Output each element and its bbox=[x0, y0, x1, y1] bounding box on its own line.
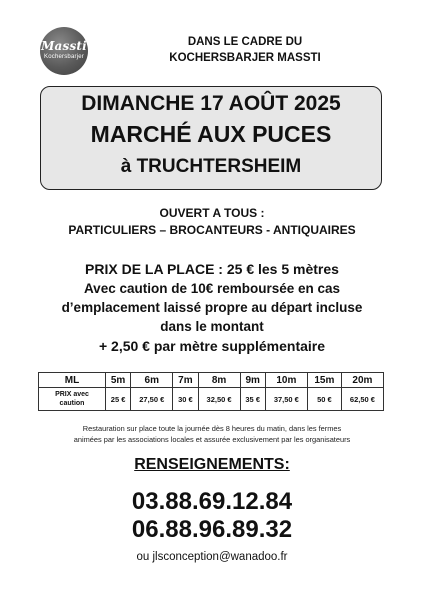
catering-note bbox=[30, 423, 394, 445]
length-cell: 6m bbox=[131, 373, 173, 388]
price-line-3b: dans le montant bbox=[160, 319, 264, 334]
open-to-all bbox=[0, 205, 424, 239]
price-cell: 62,50 € bbox=[341, 388, 383, 411]
price-line-3: d’emplacement laissé propre au départ incluse bbox=[61, 300, 363, 315]
length-cell: 8m bbox=[198, 373, 240, 388]
price-cell: 35 € bbox=[240, 388, 265, 411]
length-cell: 9m bbox=[240, 373, 265, 388]
event-location: à TRUCHTERSHEIM bbox=[120, 156, 302, 177]
length-cell: 20m bbox=[341, 373, 383, 388]
price-cell: 32,50 € bbox=[198, 388, 240, 411]
note-line-2: animées par les associations locales et assurée exclusivement par les organisateurs bbox=[73, 435, 351, 444]
price-cell: 25 € bbox=[106, 388, 131, 411]
lengths-row bbox=[39, 373, 384, 388]
event-title: MARCHÉ AUX PUCES bbox=[90, 121, 332, 147]
price-line-1: PRIX DE LA PLACE : 25 € les 5 mètres bbox=[85, 261, 339, 277]
organizer-header bbox=[120, 34, 370, 66]
length-cell: 5m bbox=[106, 373, 131, 388]
open-line-1: OUVERT A TOUS : bbox=[159, 206, 265, 220]
prices-row bbox=[39, 388, 384, 411]
phone-number-1: 03.88.69.12.84 bbox=[131, 488, 293, 515]
price-cell: 37,50 € bbox=[265, 388, 307, 411]
price-line-2: Avec caution de 10€ remboursée en cas bbox=[83, 281, 341, 296]
length-cell: 15m bbox=[307, 373, 341, 388]
prices-header bbox=[39, 388, 106, 411]
phone-number-2: 06.88.96.89.32 bbox=[131, 516, 293, 543]
logo-subtext: Kochersbarjer bbox=[44, 54, 84, 60]
massti-logo bbox=[40, 27, 88, 75]
logo-brand: Massti bbox=[41, 39, 87, 53]
event-date: DIMANCHE 17 AOÛT 2025 bbox=[81, 92, 341, 115]
price-cell: 27,50 € bbox=[131, 388, 173, 411]
header-line-2: KOCHERSBARJER MASSTI bbox=[169, 52, 321, 64]
prices-header-line-2: caution bbox=[59, 400, 85, 407]
length-cell: 7m bbox=[173, 373, 198, 388]
lengths-header: ML bbox=[39, 373, 106, 388]
length-cell: 10m bbox=[265, 373, 307, 388]
open-line-2: PARTICULIERS – BROCANTEURS - ANTIQUAIRES bbox=[68, 223, 356, 237]
note-line-1: Restauration sur place toute la journée dès 8 heures du matin, dans les fermes bbox=[82, 424, 342, 433]
price-cell: 50 € bbox=[307, 388, 341, 411]
contact-heading: RENSEIGNEMENTS: bbox=[134, 456, 290, 473]
price-table bbox=[38, 372, 384, 411]
price-cell: 30 € bbox=[173, 388, 198, 411]
contact-email: ou jlsconception@wanadoo.fr bbox=[136, 551, 288, 563]
event-box bbox=[40, 86, 382, 190]
price-line-4: + 2,50 € par mètre supplémentaire bbox=[98, 338, 326, 354]
header-line-1: DANS LE CADRE DU bbox=[187, 36, 303, 48]
prices-header-line-1: PRIX avec bbox=[55, 391, 89, 398]
price-block bbox=[40, 260, 384, 356]
